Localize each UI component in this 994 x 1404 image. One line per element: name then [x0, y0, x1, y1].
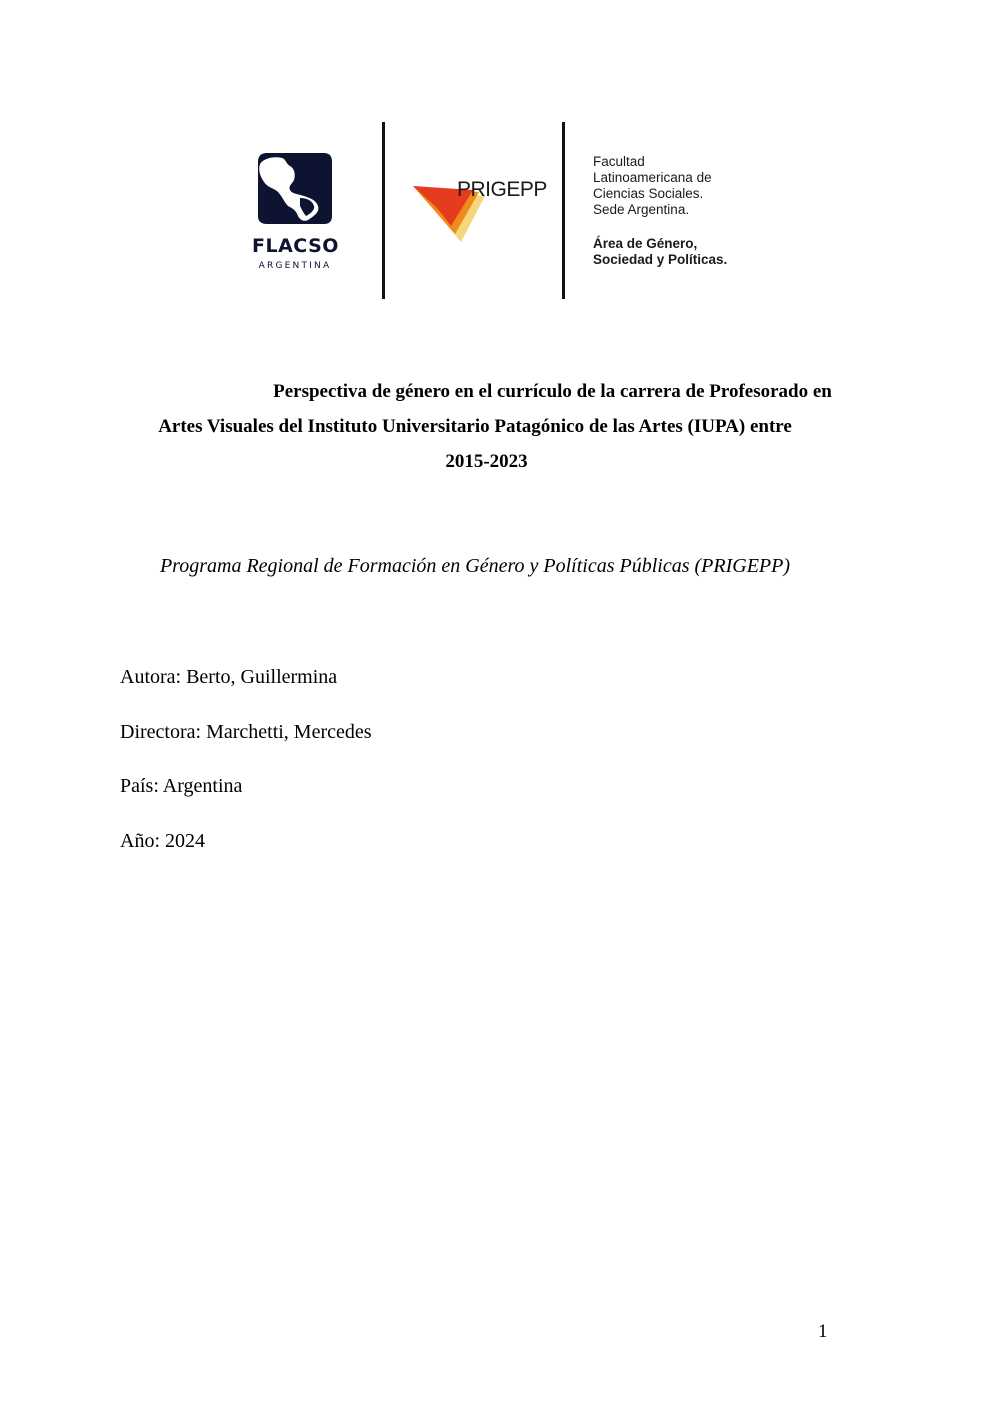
title-line: 2015-2023 [445, 451, 528, 472]
header-logos [200, 110, 760, 310]
faculty-line: Ciencias Sociales. [593, 186, 704, 201]
year-line: Año: 2024 [120, 830, 205, 852]
title-line: Artes Visuales del Instituto Universitario Patagónico de las Artes (IUPA) entre [158, 416, 792, 437]
page-number: 1 [818, 1321, 828, 1342]
faculty-description [593, 154, 753, 218]
faculty-line: Facultad [593, 154, 645, 169]
flacso-subtitle: ARGENTINA [258, 261, 332, 271]
author-line: Autora: Berto, Guillermina [120, 666, 338, 688]
flacso-map-logo [252, 150, 337, 230]
logo-divider [562, 122, 565, 299]
prigepp-name: PRIGEPP [457, 178, 547, 201]
area-description [593, 236, 753, 268]
director-line: Directora: Marchetti, Mercedes [120, 721, 372, 743]
flacso-name: FLACSO [252, 235, 339, 257]
logo-divider [382, 122, 385, 299]
document-title [120, 374, 875, 479]
faculty-line: Sede Argentina. [593, 202, 690, 217]
program-name: Programa Regional de Formación en Género y Políticas Públicas (PRIGEPP) [159, 555, 791, 577]
country-line: País: Argentina [120, 775, 243, 797]
area-line: Sociedad y Políticas. [593, 252, 728, 267]
title-line: Perspectiva de género en el currículo de la carrera de Profesorado en [273, 381, 832, 402]
area-line: Área de Género, [593, 236, 698, 251]
faculty-line: Latinoamericana de [593, 170, 712, 185]
